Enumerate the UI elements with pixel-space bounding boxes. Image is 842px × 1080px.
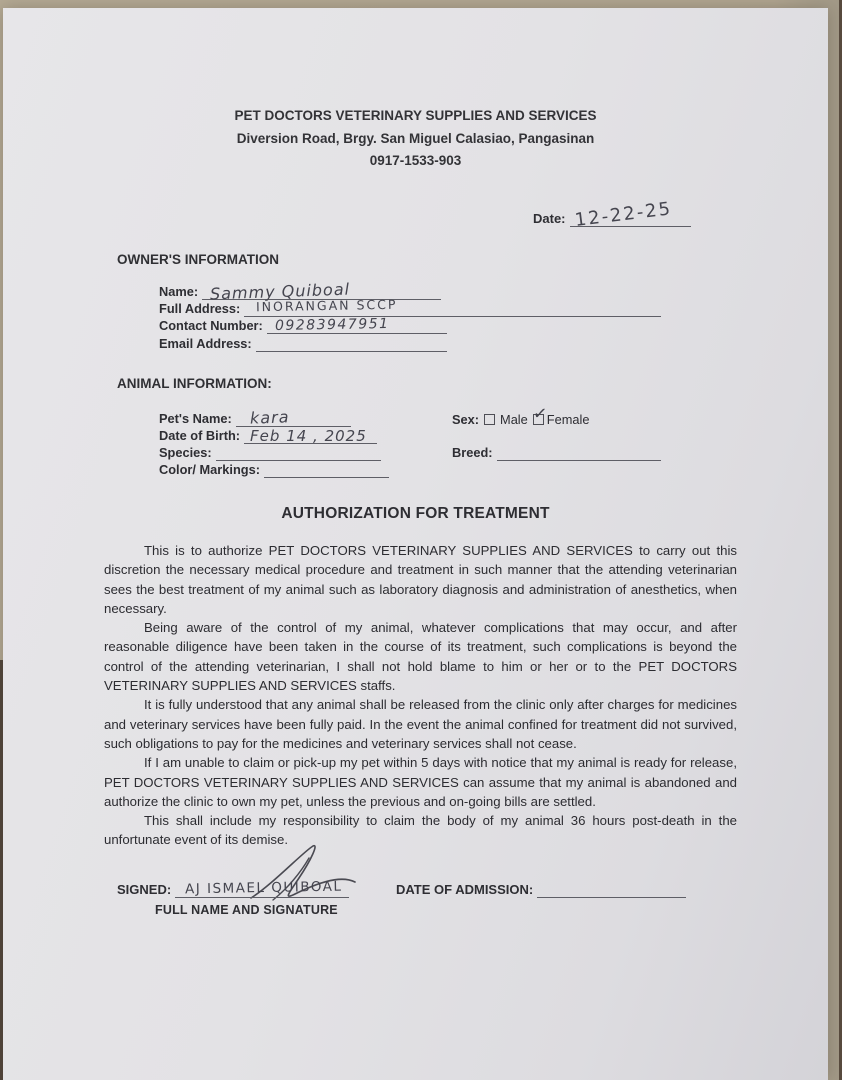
owner-address-line — [244, 296, 661, 317]
owner-section-heading: OWNER'S INFORMATION — [117, 252, 279, 267]
male-checkbox — [484, 414, 495, 425]
species-label: Species: — [159, 445, 212, 460]
paragraph-post-death: This shall include my responsibility to claim the body of my animal 36 hours post-death in the unfortunate event of its demise. — [104, 813, 737, 848]
paragraph-abandonment: If I am unable to claim or pick-up my pet within 5 days with notice that my animal is ready for release, PET DOCTORS VETERINARY SUPPLIES AND SERVICES can assume that my animal is abandoned and authorize the clinic to own my pet, unless the previous and on-going bills are settled. — [104, 755, 737, 809]
owner-contact-label: Contact Number: — [159, 318, 263, 333]
owner-email-label: Email Address: — [159, 336, 252, 351]
photo-left-edge — [0, 660, 3, 1080]
owner-email-row — [159, 336, 447, 352]
color-markings-line — [264, 462, 389, 478]
owner-name-handwritten: Sammy Quiboal — [209, 279, 351, 304]
dob-line — [244, 428, 377, 444]
pet-name-row — [159, 407, 351, 428]
admission-line — [537, 882, 686, 898]
sex-label: Sex: — [452, 412, 480, 427]
owner-address-handwritten: INORANGAN SCCP — [256, 296, 398, 315]
color-markings-label: Color/ Markings: — [159, 462, 260, 477]
document-title: AUTHORIZATION FOR TREATMENT — [281, 505, 550, 522]
owner-name-label: Name: — [159, 284, 199, 299]
species-line — [216, 445, 381, 461]
paragraph-authorize: This is to authorize PET DOCTORS VETERINARY SUPPLIES AND SERVICES to carry out this discretion the necessary medical procedure and treatment in such manner that the attending veterinarian sees the best treatment of my animal such as laboratory diagnosis and administration of anesthetics, when necessary. — [104, 543, 737, 616]
signed-row — [117, 878, 349, 898]
paragraph-charges: It is fully understood that any animal shall be released from the clinic only after charges for medicines and veterinary services have been fully paid. In the event the animal confined for treatment did not survived, such obligations to pay for the medicines and veterinary services shall not cease. — [104, 697, 737, 751]
date-label: Date: — [533, 211, 566, 226]
female-checkbox — [531, 403, 549, 425]
breed-line — [497, 445, 661, 461]
breed-label: Breed: — [452, 445, 493, 460]
breed-row — [452, 445, 661, 461]
date-handwritten-value: 12-22-25 — [573, 198, 673, 231]
dob-handwritten: Feb 14 , 2025 — [250, 427, 367, 445]
dob-label: Date of Birth: — [159, 428, 241, 443]
owner-contact-handwritten: 09283947951 — [274, 316, 390, 334]
pet-name-handwritten: kara — [249, 407, 290, 428]
signed-line — [175, 878, 349, 898]
paragraph-complications: Being aware of the control of my animal, whatever complications that may occur, and after reasonable diligence have been taken in the course of its treatment, such complications is beyond the control of the attending veterinarian, I shall not hold blame to him or her or to the PET DOCTORS VETERINARY SUPPLIES AND SERVICES staffs. — [104, 620, 737, 694]
owner-email-line — [256, 336, 447, 352]
clinic-phone: 0917-1533-903 — [369, 153, 462, 168]
owner-address-row — [159, 296, 661, 317]
male-label: Male — [500, 412, 528, 427]
pet-name-line — [236, 407, 351, 428]
owner-contact-line — [267, 318, 447, 334]
animal-section-heading: ANIMAL INFORMATION: — [117, 376, 272, 391]
clinic-name: PET DOCTORS VETERINARY SUPPLIES AND SERVICES — [234, 108, 597, 123]
sex-row — [452, 403, 590, 427]
signed-handwritten-name: AJ ISMAEL QUIBOAL — [185, 878, 343, 898]
owner-address-label: Full Address: — [159, 301, 241, 316]
check-icon: ✓ — [531, 403, 549, 425]
owner-contact-row — [159, 318, 447, 334]
signed-caption: FULL NAME AND SIGNATURE — [155, 903, 338, 917]
date-field-line — [570, 198, 691, 231]
admission-label: DATE OF ADMISSION: — [396, 882, 534, 897]
form-document — [3, 8, 828, 1080]
authorization-body — [104, 541, 737, 850]
admission-row — [396, 882, 686, 898]
color-markings-row — [159, 462, 389, 478]
female-label: Female — [546, 412, 590, 427]
clinic-address: Diversion Road, Brgy. San Miguel Calasiao, Pangasinan — [236, 130, 595, 146]
clinic-header — [3, 105, 828, 173]
pet-name-label: Pet's Name: — [159, 411, 232, 426]
species-row — [159, 445, 381, 461]
date-row — [533, 198, 691, 231]
signed-label: SIGNED: — [117, 882, 172, 897]
dob-row — [159, 428, 377, 444]
